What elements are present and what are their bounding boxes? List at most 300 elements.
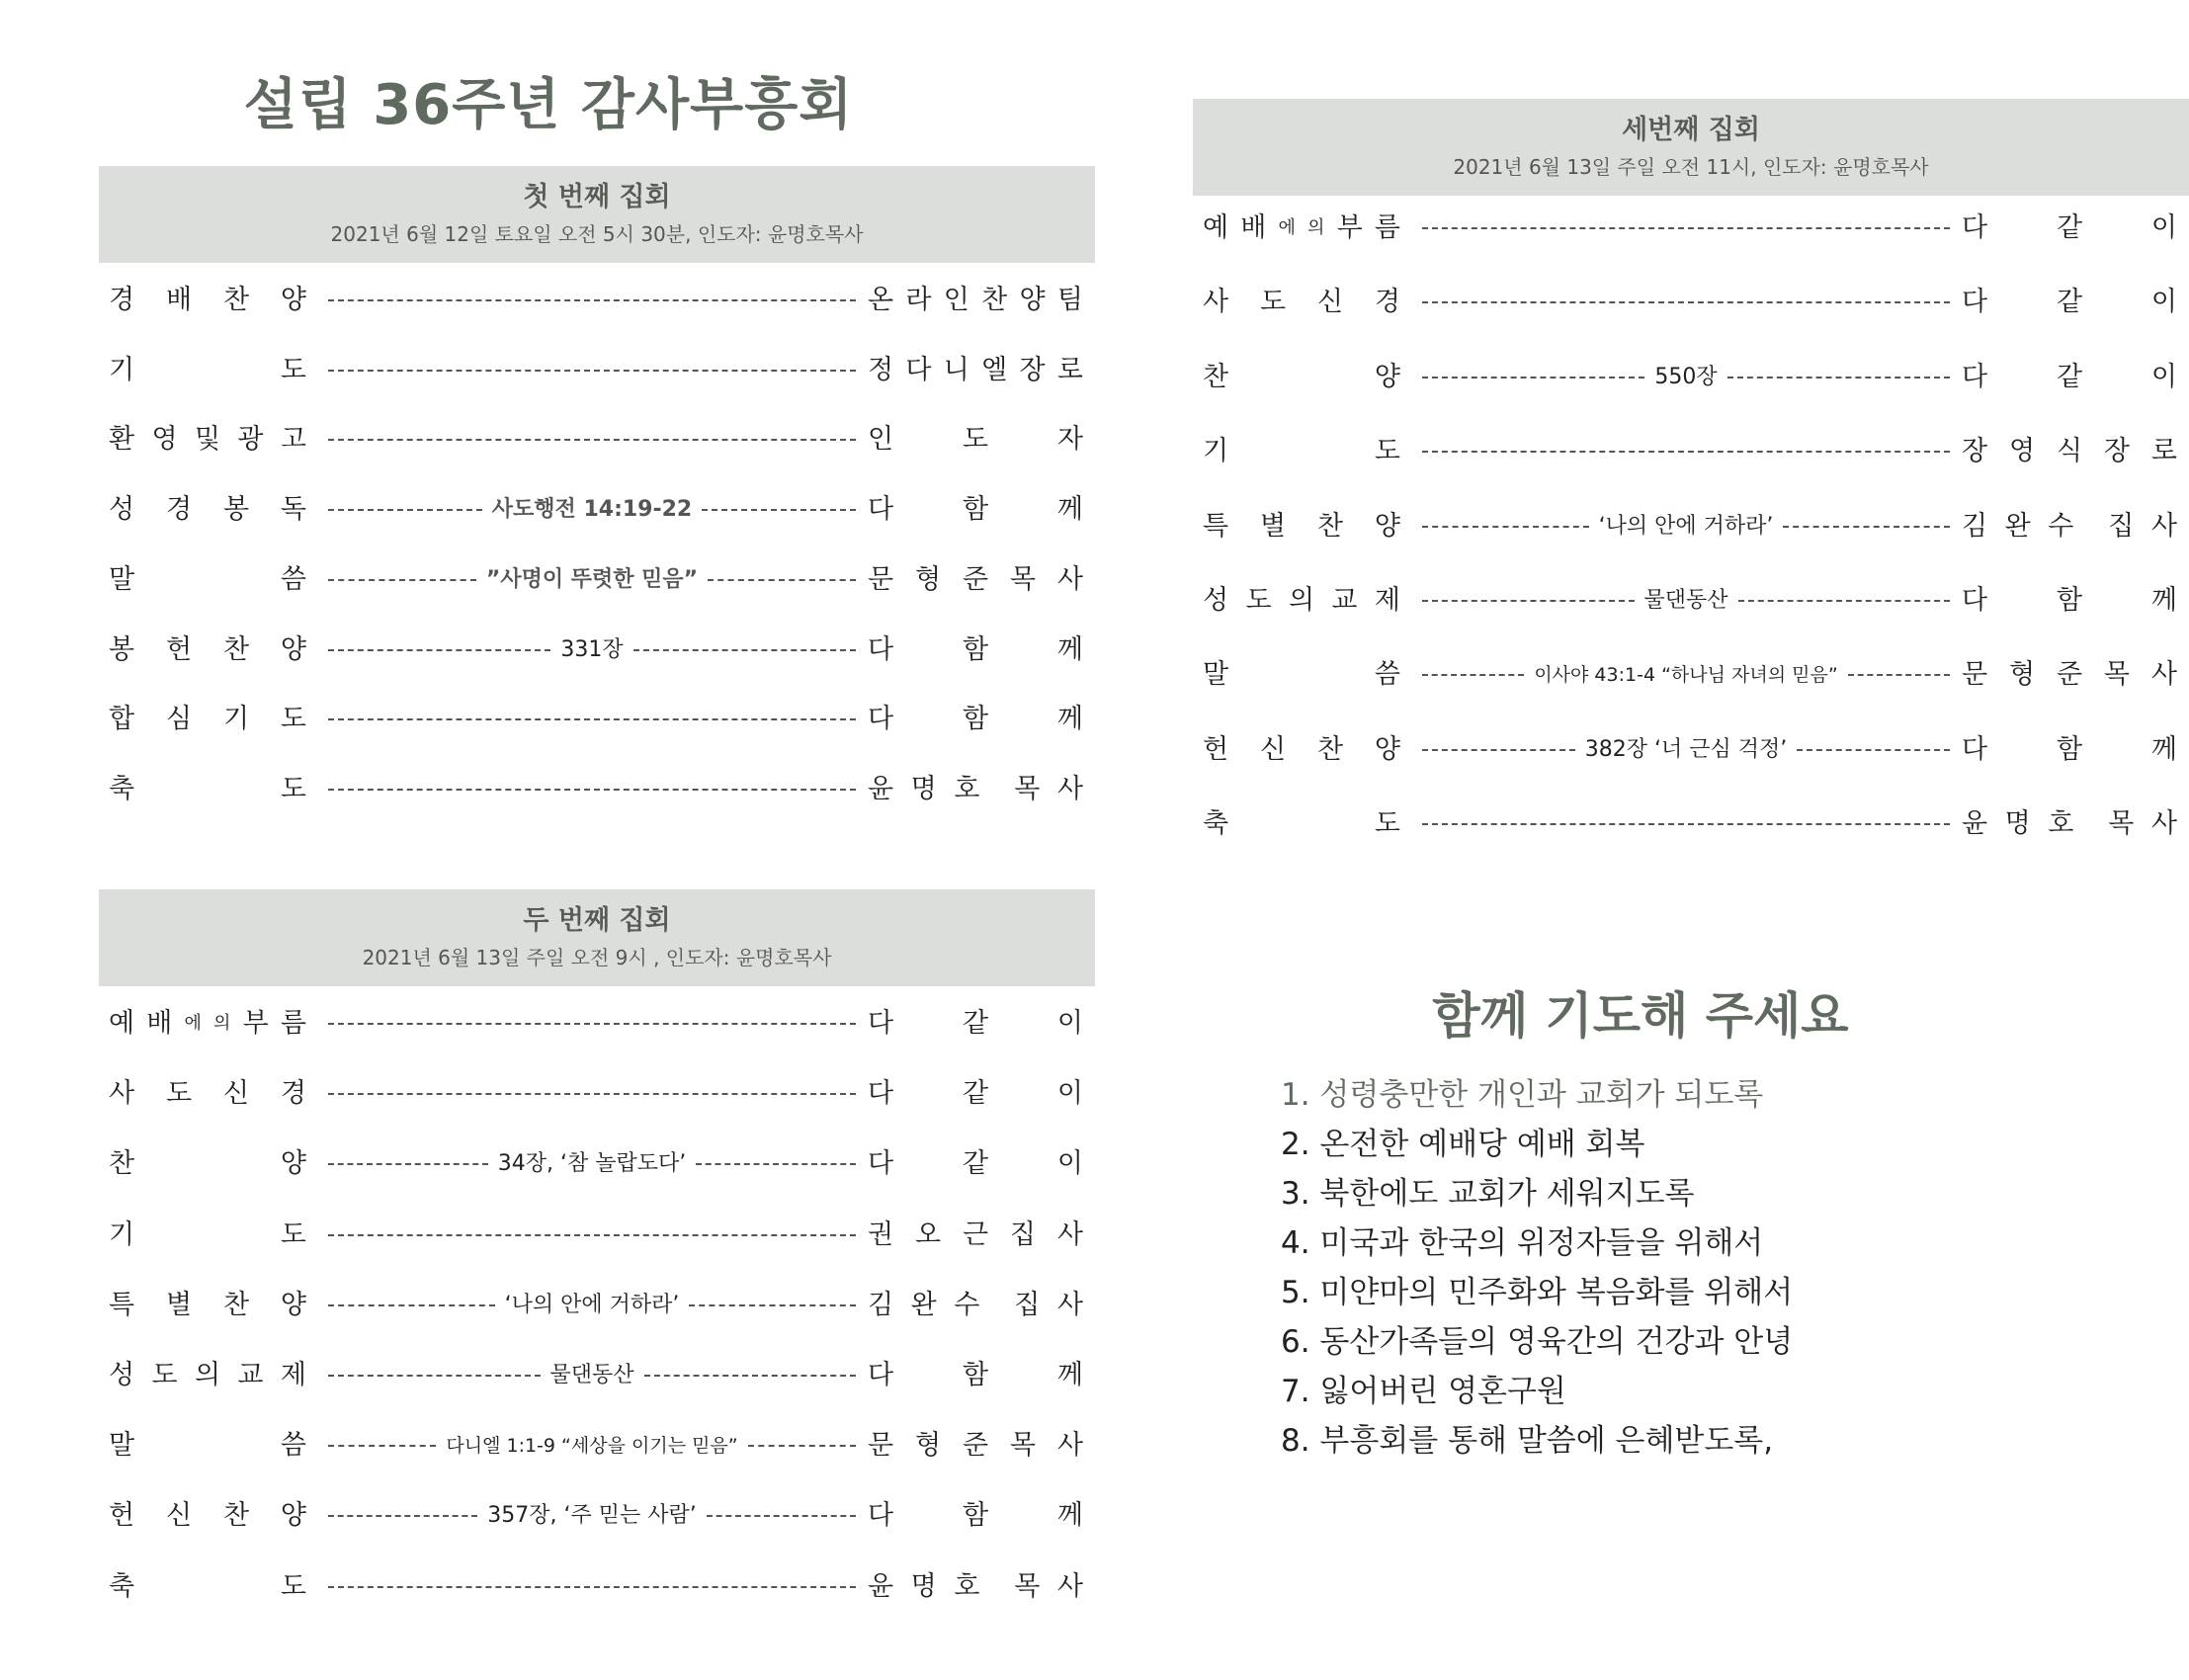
- section-title: 세번째 집회: [1622, 115, 1760, 145]
- dash-segment: [1422, 301, 1950, 303]
- leader-line: [1422, 581, 1950, 621]
- label-char: 찬: [222, 285, 250, 315]
- label-char: 신: [1259, 733, 1287, 765]
- label-char: 양: [280, 1148, 306, 1180]
- label-char: 찬: [109, 1148, 135, 1180]
- program-item-label: [1203, 730, 1400, 770]
- leader-char: 다: [868, 1008, 894, 1039]
- program-row: [99, 1074, 1095, 1114]
- dash-segment: [708, 579, 856, 581]
- leader-char: 사: [1056, 1570, 1083, 1602]
- leader-char: 다: [1962, 361, 1988, 392]
- leader-line: [328, 1216, 856, 1255]
- program-row: [1193, 655, 2189, 695]
- program-detail: ‘나의 안에 거하라’: [1598, 513, 1774, 539]
- dash-segment: [1797, 749, 1950, 751]
- dash-segment: [328, 439, 856, 441]
- program-item-leader: [1962, 507, 2177, 546]
- leader-char: 윤: [1962, 808, 1988, 840]
- program-item-label: [109, 1286, 306, 1325]
- program-row: [1193, 432, 2189, 471]
- leader-char: 같: [2056, 287, 2083, 318]
- label-char: 양: [280, 1500, 306, 1532]
- label-char: 말: [109, 563, 135, 595]
- program-item-label: [109, 1004, 306, 1044]
- program-item-label: [1203, 581, 1400, 621]
- dash-segment: [328, 1023, 856, 1025]
- leader-char: 준: [962, 1430, 989, 1462]
- label-char: 배: [165, 285, 193, 315]
- leader-char: 영: [2008, 436, 2036, 467]
- label-char: 부: [1336, 212, 1363, 243]
- label-char: 신: [165, 1500, 193, 1532]
- program-item-leader: [868, 1074, 1083, 1114]
- leader-line: [328, 281, 856, 320]
- prayer-item: 1. 성령충만한 개인과 교회가 되도록: [1281, 1077, 1764, 1113]
- label-char: 찬: [1316, 733, 1344, 765]
- leader-char: 같: [2056, 361, 2083, 392]
- leader-char: 함: [2056, 733, 2083, 765]
- leader-line: [328, 1004, 856, 1044]
- leader-char: 찬: [981, 285, 1008, 315]
- program-item-leader: [1962, 283, 2177, 322]
- prayer-item: 8. 부흥회를 통해 말씀에 은혜받도록,: [1281, 1423, 1774, 1459]
- dash-segment: [748, 1445, 856, 1447]
- leader-char: 수: [2048, 510, 2074, 542]
- label-char: 독: [280, 494, 306, 526]
- label-char: 예: [109, 1008, 135, 1039]
- label-char: 말: [109, 1430, 135, 1462]
- label-char: 도: [1374, 436, 1400, 467]
- leader-char: 이: [2150, 287, 2177, 318]
- program-row: [1193, 730, 2189, 770]
- leader-char: 함: [962, 1500, 989, 1532]
- label-char: 별: [165, 1289, 193, 1320]
- leader-char: 팀: [1056, 285, 1083, 315]
- program-row: [99, 1286, 1095, 1325]
- leader-line: [328, 1356, 856, 1395]
- label-char: 특: [1203, 510, 1229, 542]
- leader-char: 다: [1962, 733, 1988, 765]
- section-subtitle: 2021년 6월 12일 토요일 오전 5시 30분, 인도자: 윤명호목사: [330, 222, 864, 246]
- label-char: 헌: [109, 1500, 135, 1532]
- first-service-section: [99, 166, 1095, 804]
- program-item-leader: [868, 1286, 1083, 1325]
- label-char: 배: [146, 1008, 173, 1039]
- leader-char: 목: [1014, 1570, 1041, 1602]
- program-item-label: [109, 281, 306, 320]
- leader-char: 같: [962, 1148, 989, 1180]
- program-item-label: [109, 700, 306, 739]
- leader-line: [328, 700, 856, 739]
- label-char: 기: [222, 704, 250, 735]
- dash-segment: [328, 509, 482, 511]
- program-detail: 331장: [560, 636, 624, 662]
- label-char: 부: [242, 1008, 269, 1039]
- label-char: 름: [280, 1008, 306, 1039]
- leader-char: 같: [962, 1078, 989, 1110]
- leader-line: [328, 1286, 856, 1325]
- label-char: 양: [280, 285, 306, 315]
- label-char: 찬: [1316, 510, 1344, 542]
- dash-segment: [328, 1445, 436, 1447]
- program-item-leader: [868, 1567, 1083, 1607]
- leader-char: 사: [1056, 563, 1083, 595]
- program-item-leader: [868, 630, 1083, 670]
- label-char: 축: [109, 773, 135, 804]
- dash-segment: [1422, 674, 1524, 676]
- program-item-leader: [1962, 804, 2177, 844]
- program-item-leader: [868, 420, 1083, 460]
- dash-segment: [702, 509, 856, 511]
- leader-char: 호: [954, 773, 980, 804]
- third-service-section: [1193, 99, 2189, 840]
- label-char: 도: [280, 704, 306, 735]
- leader-char: 니: [943, 354, 969, 385]
- dash-segment: [1422, 526, 1589, 528]
- leader-char: 다: [868, 1078, 894, 1110]
- label-char: 경: [1374, 287, 1400, 318]
- label-char: 환: [109, 424, 135, 456]
- dash-segment: [1738, 600, 1951, 602]
- label-char: 축: [1203, 808, 1229, 840]
- section-title: 두 번째 집회: [523, 905, 671, 936]
- label-char: 봉: [109, 633, 135, 665]
- program-row: [99, 420, 1095, 460]
- leader-char: 다: [868, 494, 894, 526]
- page-title: 설립 36주년 감사부흥회: [243, 73, 854, 137]
- leader-char: 사: [2150, 808, 2177, 840]
- program-row: [1193, 209, 2189, 248]
- leader-char: 목: [1009, 1430, 1036, 1462]
- label-char: 고: [280, 424, 306, 456]
- leader-char: 로: [1056, 354, 1083, 385]
- leader-char: 권: [868, 1218, 894, 1250]
- label-char: 양: [1374, 733, 1400, 765]
- program-row: [1193, 804, 2189, 844]
- program-detail: 34장, ‘참 놀랍도다’: [497, 1151, 687, 1177]
- program-row: [99, 770, 1095, 809]
- label-char: 제: [1374, 585, 1400, 616]
- leader-char: 집: [1009, 1218, 1036, 1250]
- leader-char: 이: [2150, 212, 2177, 243]
- leader-char: 준: [962, 563, 989, 595]
- leader-char: 목: [1014, 773, 1041, 804]
- program-row: [99, 281, 1095, 320]
- leader-char: 문: [868, 1430, 894, 1462]
- dash-segment: [328, 579, 476, 581]
- leader-char: 완: [910, 1289, 937, 1320]
- program-detail: 물댄동산: [549, 1363, 634, 1387]
- label-char: 말: [1203, 659, 1229, 691]
- leader-char: 다: [868, 1360, 894, 1390]
- leader-char: 윤: [868, 773, 894, 804]
- leader-line: [1422, 507, 1950, 546]
- program-detail: 이사야 43:1-4 “하나님 자녀의 믿음”: [1534, 664, 1838, 687]
- section-header: [1193, 99, 2189, 196]
- leader-char: 다: [868, 1148, 894, 1180]
- leader-char: 오: [914, 1218, 942, 1250]
- second-service-section: [99, 889, 1095, 1602]
- label-char: 도: [1245, 585, 1272, 616]
- leader-char: 집: [1014, 1289, 1041, 1320]
- leader-char: 로: [2150, 436, 2177, 467]
- dash-segment: [328, 1515, 477, 1517]
- dash-segment: [689, 1304, 856, 1306]
- program-item-label: [109, 1144, 306, 1184]
- section-header: [99, 166, 1095, 263]
- prayer-item: 5. 미얀마의 민주화와 복음화를 위해서: [1281, 1275, 1794, 1310]
- leader-line: [1422, 358, 1950, 397]
- program-detail: 사도행전 14:19-22: [491, 497, 693, 523]
- leader-char: 온: [868, 285, 894, 315]
- leader-line: [1422, 209, 1950, 248]
- label-char: 별: [1259, 510, 1287, 542]
- program-item-leader: [868, 1356, 1083, 1395]
- program-detail: 357장, ‘주 믿는 사람’: [487, 1503, 697, 1529]
- leader-char: 수: [954, 1289, 980, 1320]
- program-item-leader: [868, 1004, 1083, 1044]
- program-row: [99, 1216, 1095, 1255]
- section-header: [99, 889, 1095, 986]
- leader-char: 정: [868, 354, 894, 385]
- leader-char: 함: [962, 633, 989, 665]
- label-char: 합: [109, 704, 135, 735]
- leader-char: 다: [1962, 212, 1988, 243]
- dash-segment: [328, 1234, 856, 1236]
- program-item-label: [109, 630, 306, 670]
- dash-segment: [1422, 227, 1950, 229]
- program-item-label: [109, 351, 306, 390]
- leader-char: 사: [1056, 773, 1083, 804]
- leader-char: 양: [1019, 285, 1046, 315]
- leader-char: 준: [2056, 659, 2083, 691]
- leader-line: [1422, 432, 1950, 471]
- program-item-leader: [868, 351, 1083, 390]
- leader-char: 인: [868, 424, 894, 456]
- leader-char: 문: [1962, 659, 1988, 691]
- label-char: 씀: [1374, 659, 1400, 691]
- leader-line: [328, 1074, 856, 1114]
- leader-line: [328, 770, 856, 809]
- label-char: 씀: [280, 1430, 306, 1462]
- leader-char: 명: [910, 773, 937, 804]
- leader-line: [328, 1496, 856, 1536]
- label-char: 신: [222, 1078, 250, 1110]
- leader-char: 형: [2008, 659, 2036, 691]
- label-char: 및: [194, 424, 221, 456]
- dash-segment: [644, 1375, 857, 1377]
- leader-char: 문: [868, 563, 894, 595]
- leader-line: [1422, 655, 1950, 695]
- program-item-label: [109, 1496, 306, 1536]
- leader-char: 이: [1056, 1078, 1083, 1110]
- label-char: 양: [280, 1289, 306, 1320]
- leader-char: 명: [2004, 808, 2031, 840]
- label-char: 기: [109, 1218, 135, 1250]
- label-char: 에: [184, 1013, 202, 1034]
- program-item-label: [109, 560, 306, 600]
- leader-char: 호: [954, 1570, 980, 1602]
- label-char: 교: [1331, 585, 1358, 616]
- prayer-title: 함께 기도해 주세요: [1432, 987, 1849, 1045]
- leader-char: 다: [868, 1500, 894, 1532]
- label-char: 찬: [222, 633, 250, 665]
- label-char: 도: [1374, 808, 1400, 840]
- program-row: [99, 351, 1095, 390]
- label-char: 도: [1259, 287, 1287, 318]
- leader-char: 근: [962, 1218, 989, 1250]
- leader-line: [1422, 283, 1950, 322]
- label-char: 사: [109, 1078, 135, 1110]
- program-row: [99, 1004, 1095, 1044]
- leader-char: 함: [962, 1360, 989, 1390]
- leader-char: 완: [2004, 510, 2031, 542]
- leader-char: 사: [2150, 510, 2177, 542]
- leader-char: 집: [2108, 510, 2135, 542]
- program-detail: 다니엘 1:1-9 “세상을 이기는 믿음”: [446, 1435, 738, 1458]
- leader-char: 께: [1056, 633, 1083, 665]
- program-item-label: [1203, 655, 1400, 695]
- leader-char: 장: [1019, 354, 1046, 385]
- leader-char: 사: [2150, 659, 2177, 691]
- program-row: [99, 700, 1095, 739]
- dash-segment: [328, 299, 856, 301]
- leader-char: 께: [1056, 1500, 1083, 1532]
- dash-segment: [328, 1375, 541, 1377]
- dash-segment: [1422, 377, 1644, 378]
- leader-line: [328, 560, 856, 600]
- label-char: 양: [280, 633, 306, 665]
- leader-char: 자: [1056, 424, 1083, 456]
- label-char: 광: [237, 424, 264, 456]
- dash-segment: [1422, 451, 1950, 453]
- dash-segment: [1422, 749, 1575, 751]
- leader-char: 다: [868, 633, 894, 665]
- label-char: 도: [151, 1360, 178, 1390]
- program-item-label: [109, 1216, 306, 1255]
- leader-char: 다: [868, 704, 894, 735]
- program-item-leader: [1962, 358, 2177, 397]
- leader-char: 이: [1056, 1008, 1083, 1039]
- label-char: 씀: [280, 563, 306, 595]
- leader-char: 명: [910, 1570, 937, 1602]
- label-char: 기: [1203, 436, 1229, 467]
- leader-char: 같: [962, 1008, 989, 1039]
- dash-segment: [1727, 377, 1950, 378]
- leader-char: 윤: [868, 1570, 894, 1602]
- program-row: [99, 560, 1095, 600]
- program-item-label: [109, 1074, 306, 1114]
- label-char: 경: [109, 285, 135, 315]
- program-item-label: [1203, 804, 1400, 844]
- label-char: 신: [1316, 287, 1344, 318]
- leader-line: [328, 1426, 856, 1466]
- section-subtitle: 2021년 6월 13일 주일 오전 9시 , 인도자: 윤명호목사: [362, 946, 832, 969]
- leader-char: 다: [1962, 287, 1988, 318]
- program-item-leader: [1962, 730, 2177, 770]
- program-row: [1193, 581, 2189, 621]
- prayer-item: 3. 북한에도 교회가 세워지도록: [1281, 1176, 1695, 1212]
- label-char: 양: [1374, 510, 1400, 542]
- leader-char: 형: [914, 563, 942, 595]
- leader-char: 김: [1962, 510, 1988, 542]
- label-char: 배: [1240, 212, 1267, 243]
- label-char: 찬: [222, 1500, 250, 1532]
- label-char: 심: [165, 704, 193, 735]
- program-item-label: [1203, 432, 1400, 471]
- leader-char: 께: [1056, 494, 1083, 526]
- label-char: 경: [280, 1078, 306, 1110]
- label-char: 제: [280, 1360, 306, 1390]
- leader-char: 사: [1056, 1218, 1083, 1250]
- dash-segment: [328, 1093, 856, 1095]
- leader-line: [328, 1567, 856, 1607]
- label-char: 의: [213, 1013, 231, 1034]
- program-detail: ‘나의 안에 거하라’: [504, 1292, 680, 1317]
- leader-line: [328, 630, 856, 670]
- leader-line: [328, 351, 856, 390]
- label-char: 도: [165, 1078, 193, 1110]
- label-char: 경: [165, 494, 193, 526]
- prayer-item: 4. 미국과 한국의 위정자들을 위해서: [1281, 1225, 1764, 1261]
- leader-char: 함: [962, 494, 989, 526]
- dash-segment: [1848, 674, 1950, 676]
- label-char: 성: [109, 494, 135, 526]
- program-item-label: [1203, 507, 1400, 546]
- program-row: [1193, 507, 2189, 546]
- program-item-leader: [868, 770, 1083, 809]
- label-char: 헌: [165, 633, 193, 665]
- program-item-leader: [868, 700, 1083, 739]
- dash-segment: [1422, 600, 1635, 602]
- program-row: [99, 1144, 1095, 1184]
- program-item-label: [109, 1426, 306, 1466]
- program-item-leader: [868, 1144, 1083, 1184]
- program-item-leader: [868, 490, 1083, 530]
- dash-segment: [328, 789, 856, 791]
- label-char: 축: [109, 1570, 135, 1602]
- program-item-label: [109, 490, 306, 530]
- label-char: 도: [280, 773, 306, 804]
- program-item-leader: [868, 1426, 1083, 1466]
- leader-char: 식: [2056, 436, 2083, 467]
- program-row: [99, 1426, 1095, 1466]
- leader-line: [328, 1144, 856, 1184]
- leader-char: 도: [962, 424, 989, 456]
- dash-segment: [707, 1515, 856, 1517]
- leader-char: 같: [2056, 212, 2083, 243]
- leader-char: 인: [943, 285, 969, 315]
- label-char: 의: [194, 1360, 221, 1390]
- program-detail: 382장 ‘너 근심 걱정’: [1584, 736, 1788, 762]
- leader-char: 장: [2103, 436, 2130, 467]
- leader-char: 이: [1056, 1148, 1083, 1180]
- leader-char: 께: [2150, 733, 2177, 765]
- label-char: 기: [109, 354, 135, 385]
- program-row: [99, 1496, 1095, 1536]
- label-char: 에: [1278, 217, 1296, 238]
- program-item-leader: [1962, 581, 2177, 621]
- leader-char: 께: [2150, 585, 2177, 616]
- program-detail: ”사명이 뚜렷한 믿음”: [485, 566, 699, 592]
- leader-char: 목: [1009, 563, 1036, 595]
- label-char: 헌: [1203, 733, 1229, 765]
- label-char: 예: [1203, 212, 1229, 243]
- label-char: 봉: [222, 494, 250, 526]
- label-char: 도: [280, 1570, 306, 1602]
- program-item-label: [1203, 209, 1400, 248]
